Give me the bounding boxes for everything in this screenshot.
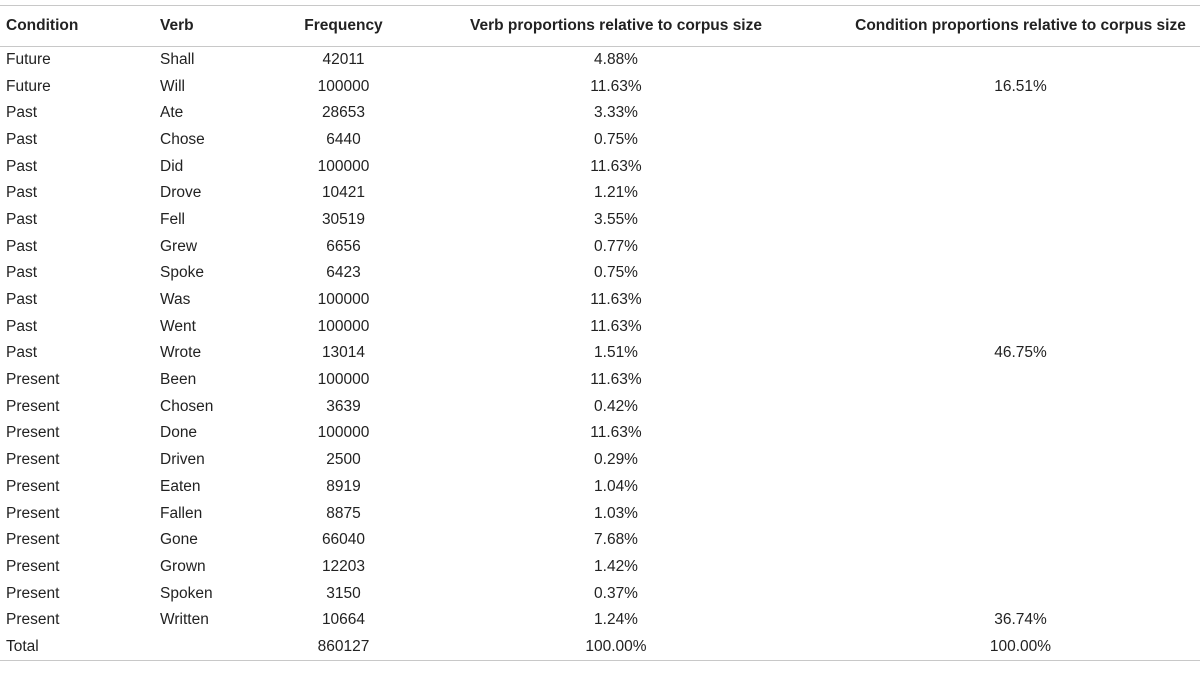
cell-condition: Present bbox=[6, 477, 60, 495]
table-row bbox=[0, 73, 1200, 100]
table-row bbox=[0, 180, 1200, 207]
cell-frequency: 100000 bbox=[317, 317, 370, 335]
cell-condition-proportion bbox=[841, 207, 1200, 234]
cell-verb: Drove bbox=[160, 184, 202, 202]
cell-frequency: 30519 bbox=[321, 210, 366, 228]
cell-condition: Past bbox=[6, 264, 38, 282]
cell-verb-proportion: 3.55% bbox=[594, 210, 638, 228]
cell-verb-proportion: 0.75% bbox=[594, 264, 638, 282]
cell-frequency: 860127 bbox=[296, 634, 391, 661]
cell-verb-proportion: 1.51% bbox=[594, 344, 638, 362]
cell-verb-proportion: 11.63% bbox=[590, 317, 642, 335]
cell-verb: Grew bbox=[160, 237, 198, 255]
header-frequency: Frequency bbox=[296, 6, 391, 47]
cell-frequency: 6423 bbox=[326, 264, 361, 282]
cell-condition-proportion: 100.00% bbox=[841, 634, 1200, 661]
cell-condition: Present bbox=[6, 557, 60, 575]
cell-frequency: 66040 bbox=[321, 531, 366, 549]
cell-verb-proportion: 1.24% bbox=[594, 611, 638, 629]
cell-verb bbox=[160, 634, 296, 661]
header-row bbox=[0, 6, 1200, 47]
cell-condition-proportion bbox=[841, 393, 1200, 420]
cell-condition: Present bbox=[6, 424, 60, 442]
cell-verb-proportion: 0.77% bbox=[594, 237, 638, 255]
cell-frequency: 2500 bbox=[326, 451, 361, 469]
cell-condition: Present bbox=[6, 531, 60, 549]
cell-verb: Driven bbox=[160, 451, 205, 469]
cell-verb: Fell bbox=[160, 210, 185, 228]
cell-verb: Spoke bbox=[160, 264, 204, 282]
cell-condition: Past bbox=[6, 104, 38, 122]
cell-condition: Present bbox=[6, 451, 60, 469]
cell-verb-proportion: 4.88% bbox=[594, 51, 638, 69]
cell-condition: Past bbox=[6, 130, 38, 148]
cell-verb: Wrote bbox=[160, 344, 202, 362]
cell-condition: Present bbox=[6, 504, 60, 522]
cell-verb-proportion: 7.68% bbox=[594, 531, 638, 549]
cell-condition-proportion bbox=[841, 233, 1200, 260]
table-row bbox=[0, 500, 1200, 527]
table-row-total bbox=[0, 634, 1200, 661]
cell-frequency: 6656 bbox=[326, 237, 361, 255]
cell-verb-proportion: 0.29% bbox=[594, 451, 638, 469]
table-row bbox=[0, 127, 1200, 154]
cell-verb-proportion: 0.37% bbox=[594, 584, 638, 602]
cell-condition-proportion bbox=[841, 47, 1200, 74]
table-body bbox=[0, 47, 1200, 661]
cell-condition-proportion bbox=[841, 580, 1200, 607]
table-row bbox=[0, 367, 1200, 394]
cell-condition: Present bbox=[6, 397, 60, 415]
cell-frequency: 8919 bbox=[326, 477, 361, 495]
cell-frequency: 10664 bbox=[321, 611, 366, 629]
cell-condition: Past bbox=[6, 291, 38, 309]
table-header bbox=[0, 6, 1200, 47]
cell-condition-proportion bbox=[841, 420, 1200, 447]
header-verb-proportion: Verb proportions relative to corpus size bbox=[391, 6, 841, 47]
cell-verb-proportion: 1.04% bbox=[594, 477, 638, 495]
header-condition-proportion: Condition proportions relative to corpus size bbox=[841, 6, 1200, 47]
cell-frequency: 100000 bbox=[317, 291, 370, 309]
cell-verb-proportion: 1.42% bbox=[594, 557, 638, 575]
cell-verb-proportion: 11.63% bbox=[590, 157, 642, 175]
cell-condition: Present bbox=[6, 611, 60, 629]
cell-condition-proportion bbox=[841, 474, 1200, 501]
cell-verb: Did bbox=[160, 157, 184, 175]
cell-condition: Present bbox=[6, 584, 60, 602]
cell-frequency: 10421 bbox=[321, 184, 366, 202]
table-row bbox=[0, 447, 1200, 474]
cell-condition-proportion bbox=[841, 367, 1200, 394]
cell-condition-proportion: 46.75% bbox=[994, 344, 1047, 362]
cell-frequency: 13014 bbox=[321, 344, 366, 362]
cell-condition-proportion bbox=[841, 527, 1200, 554]
cell-frequency: 3639 bbox=[326, 397, 361, 415]
cell-condition-proportion bbox=[841, 447, 1200, 474]
table-row bbox=[0, 420, 1200, 447]
cell-frequency: 100000 bbox=[317, 157, 370, 175]
verb-frequency-table bbox=[0, 5, 1200, 661]
table-row bbox=[0, 287, 1200, 314]
cell-condition-proportion: 36.74% bbox=[994, 611, 1047, 629]
cell-condition: Future bbox=[6, 77, 51, 95]
table-row bbox=[0, 153, 1200, 180]
cell-condition-proportion bbox=[841, 500, 1200, 527]
cell-verb: Chose bbox=[160, 130, 205, 148]
cell-frequency: 100000 bbox=[317, 77, 370, 95]
cell-verb-proportion: 11.63% bbox=[590, 371, 642, 389]
cell-verb-proportion: 0.75% bbox=[594, 130, 638, 148]
cell-condition-proportion bbox=[841, 180, 1200, 207]
cell-frequency: 6440 bbox=[326, 130, 361, 148]
cell-verb-proportion: 11.63% bbox=[590, 77, 642, 95]
cell-verb: Fallen bbox=[160, 504, 203, 522]
cell-verb-proportion: 11.63% bbox=[590, 291, 642, 309]
cell-condition: Past bbox=[6, 317, 38, 335]
table-row bbox=[0, 393, 1200, 420]
cell-verb-proportion: 1.21% bbox=[594, 184, 638, 202]
cell-verb: Went bbox=[160, 317, 196, 335]
table-row bbox=[0, 580, 1200, 607]
cell-verb: Eaten bbox=[160, 477, 201, 495]
cell-frequency: 12203 bbox=[321, 557, 366, 575]
table-row bbox=[0, 607, 1200, 634]
cell-verb: Done bbox=[160, 424, 198, 442]
cell-verb: Shall bbox=[160, 51, 195, 69]
cell-condition-proportion bbox=[841, 153, 1200, 180]
cell-condition-proportion bbox=[841, 100, 1200, 127]
cell-verb: Grown bbox=[160, 557, 206, 575]
header-condition: Condition bbox=[0, 6, 160, 47]
cell-condition: Past bbox=[6, 237, 38, 255]
cell-verb: Chosen bbox=[160, 397, 214, 415]
cell-condition-proportion: 16.51% bbox=[994, 77, 1047, 95]
cell-verb: Ate bbox=[160, 104, 184, 122]
cell-verb: Will bbox=[160, 77, 185, 95]
cell-frequency: 42011 bbox=[322, 51, 365, 69]
cell-verb-proportion: 100.00% bbox=[391, 634, 841, 661]
cell-condition: Past bbox=[6, 210, 38, 228]
cell-verb: Written bbox=[160, 611, 209, 629]
cell-condition: Future bbox=[6, 51, 51, 69]
cell-verb: Gone bbox=[160, 531, 198, 549]
table-row bbox=[0, 100, 1200, 127]
cell-frequency: 3150 bbox=[326, 584, 361, 602]
cell-verb-proportion: 3.33% bbox=[594, 104, 638, 122]
cell-frequency: 8875 bbox=[326, 504, 361, 522]
cell-frequency: 100000 bbox=[317, 424, 370, 442]
cell-verb-proportion: 1.03% bbox=[594, 504, 638, 522]
cell-condition-proportion bbox=[841, 313, 1200, 340]
table-row bbox=[0, 207, 1200, 234]
cell-condition-proportion bbox=[841, 260, 1200, 287]
cell-condition: Past bbox=[6, 184, 38, 202]
cell-verb-proportion: 0.42% bbox=[594, 397, 638, 415]
cell-condition-proportion bbox=[841, 554, 1200, 581]
cell-verb-proportion: 11.63% bbox=[590, 424, 642, 442]
cell-frequency: 28653 bbox=[321, 104, 366, 122]
table-row bbox=[0, 313, 1200, 340]
table-row bbox=[0, 47, 1200, 74]
header-verb: Verb bbox=[160, 6, 296, 47]
cell-verb: Been bbox=[160, 371, 197, 389]
table-row bbox=[0, 260, 1200, 287]
cell-condition: Past bbox=[6, 344, 38, 362]
cell-condition: Total bbox=[0, 634, 160, 661]
table-row bbox=[0, 233, 1200, 260]
cell-condition-proportion bbox=[841, 287, 1200, 314]
cell-verb: Spoken bbox=[160, 584, 213, 602]
table-row bbox=[0, 340, 1200, 367]
cell-frequency: 100000 bbox=[317, 371, 370, 389]
cell-condition-proportion bbox=[841, 127, 1200, 154]
cell-condition: Past bbox=[6, 157, 38, 175]
table-row bbox=[0, 554, 1200, 581]
table-row bbox=[0, 527, 1200, 554]
table-row bbox=[0, 474, 1200, 501]
cell-condition: Present bbox=[6, 371, 60, 389]
cell-verb: Was bbox=[160, 291, 191, 309]
